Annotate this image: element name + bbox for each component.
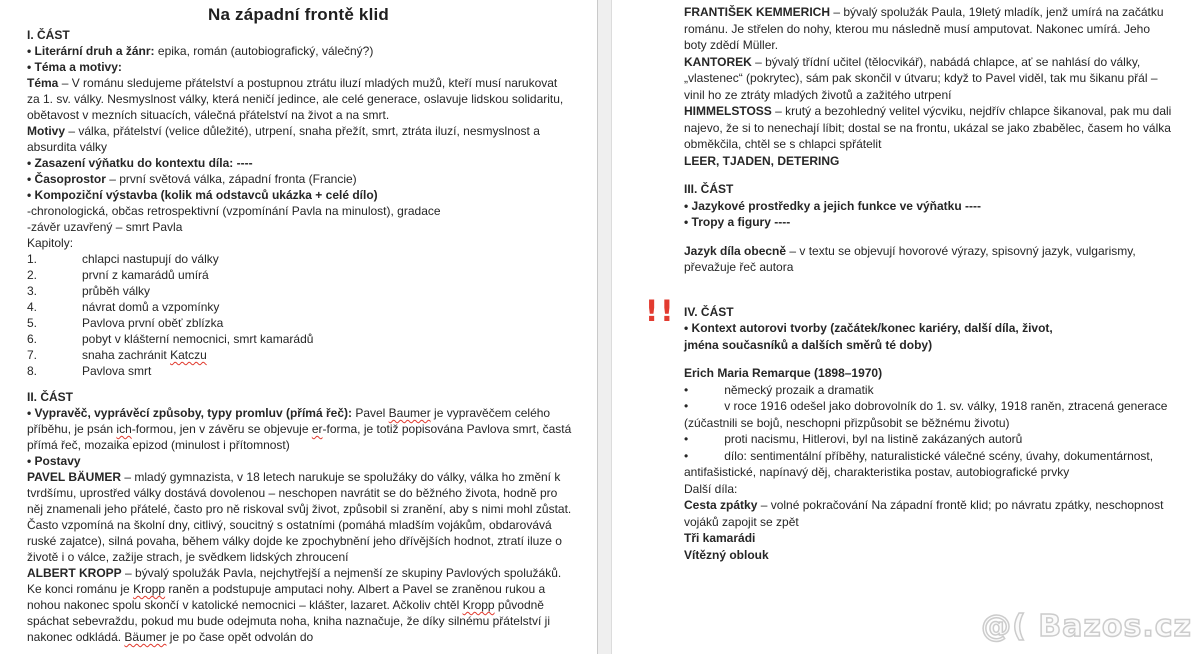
- doc-paragraph: [27, 59, 572, 75]
- doc-paragraph: [684, 304, 1176, 321]
- numbered-list-item: [27, 251, 572, 267]
- text-run: dílo: sentimentální příběhy, naturalistické válečné scény, úvahy, dokumentárnost, antifašistické, napínavý děj, charakteristika postav, autobiografické prvky: [684, 448, 1154, 479]
- bullet-list-item: [684, 398, 1176, 431]
- list-number: 2.: [27, 268, 38, 282]
- left-page-content: [0, 25, 597, 645]
- text-run: Další díla:: [684, 481, 738, 496]
- text-run: • Téma a motivy:: [27, 60, 122, 74]
- doc-paragraph: [27, 235, 572, 251]
- doc-paragraph: [684, 337, 1176, 354]
- text-run: proti nacismu, Hitlerovi, byl na listině zakázaných autorů: [724, 432, 1023, 446]
- text-run: Jazyk díla obecně: [684, 243, 787, 258]
- text-run: Téma: [27, 76, 59, 90]
- list-number: 4.: [27, 300, 38, 314]
- text-run: II. ČÁST: [27, 390, 74, 404]
- text-run: německý prozaik a dramatik: [724, 382, 874, 397]
- doc-paragraph: [27, 453, 572, 469]
- text-run: – bývalý spolužák Pavla, nejchytřejší a nejmenší ze skupiny Pavlových spolužáků. Ke konci románu je: [27, 566, 562, 596]
- numbered-list-item: [27, 315, 572, 331]
- blank-line: [27, 379, 572, 389]
- doc-paragraph: [27, 405, 572, 453]
- text-run: IV. ČÁST: [684, 304, 734, 319]
- spellcheck-word: Kropp: [462, 598, 495, 612]
- bullet-list-item: [684, 431, 1176, 448]
- text-run: – bývalý třídní učitel (tělocvikář), nabádá chlapce, ať se nahlásí do války, „vlastenec“ (pokrytec), sám pak skončil v útvaru; když to Pavel viděl, tak mu šikanu přál – vinil ho ze ztráty mladých životů a zažitého utrpení: [684, 54, 1158, 102]
- text-run: • Tropy a figury ----: [684, 215, 791, 229]
- text-run: LEER, TJADEN, DETERING: [684, 153, 840, 168]
- doc-paragraph: [27, 43, 572, 59]
- text-run: -závěr uzavřený – smrt Pavla: [27, 220, 183, 234]
- text-run: FRANTIŠEK KEMMERICH: [684, 5, 830, 19]
- text-run: Pavlova první oběť zblízka: [82, 316, 224, 330]
- text-run: • Jazykové prostředky a jejich funkce ve výňatku ----: [684, 198, 981, 213]
- doc-paragraph: [684, 481, 1176, 498]
- text-run: • Kompoziční výstavba (kolik má odstavců ukázka + celé dílo): [27, 188, 378, 202]
- doc-paragraph: [27, 27, 572, 43]
- bullet-icon: •: [684, 399, 689, 413]
- text-run: Vítězný oblouk: [684, 547, 769, 562]
- text-run: • Zasazení výňatku do kontextu díla: ----: [27, 156, 253, 170]
- doc-paragraph: [27, 75, 572, 123]
- bullet-icon: •: [684, 448, 689, 463]
- doc-paragraph: [27, 155, 572, 171]
- text-run: pobyt v klášterní nemocnici, smrt kamarádů: [82, 332, 314, 346]
- watermark-logo-mark: @(: [981, 609, 1039, 644]
- text-run: v roce 1916 odešel jako dobrovolník do 1. sv. války, 1918 raněn, ztracená generace (zúčastnili se bojů, neschopni přizpůsobit se běžnému životu): [684, 399, 1168, 430]
- doc-paragraph: [684, 547, 1176, 564]
- doc-paragraph: [684, 153, 1176, 170]
- doc-paragraph: [27, 123, 572, 155]
- text-run: KANTOREK: [684, 54, 752, 69]
- numbered-list-item: [27, 299, 572, 315]
- text-run: – volné pokračování Na západní frontě klid; po návratu zpátky, neschopnost vojáků zapojit se zpět: [684, 498, 1164, 529]
- text-run: průběh války: [82, 284, 151, 298]
- numbered-list-item: [27, 347, 572, 363]
- document-title: Na západní frontě klid: [207, 5, 390, 24]
- list-number: 8.: [27, 364, 38, 378]
- text-run: – mladý gymnazista, v 18 letech narukuje se spolužáky do války, válka ho změní k tvrdšímu, uprostřed války dostává dovolenou – neschopen navrátit se do běžného života, hodně pro něj znamenali jeho přátelé, často pro ně riskoval svůj život, způsobil si zranění, aby s nimi mohl zůstat. Často vzpomíná na školní dny, citlivý, soucitný s ostatními (pomáhá mladším vojákům, obdarovává ruské zajatce), silná povaha, během války dojde ke zpochybnění jeho dřívějších hodnot, ztratí iluze o životě i o válce, zažije strach, je svědkem lidských zhroucení: [27, 470, 572, 564]
- text-run: -formou, jen v závěru se objevuje: [131, 422, 312, 436]
- text-run: • Vypravěč, vyprávěcí způsoby, typy promluv (přímá řeč):: [27, 406, 352, 420]
- text-run: III. ČÁST: [684, 182, 734, 196]
- text-run: ALBERT KROPP: [27, 566, 122, 580]
- text-run: chlapci nastupují do války: [82, 252, 219, 266]
- text-run: Pavlova smrt: [82, 364, 152, 378]
- list-number: 3.: [27, 284, 38, 298]
- left-page: [0, 0, 597, 654]
- text-run: – krutý a bezohledný velitel výcviku, nejdřív chlapce šikanoval, pak mu dali najevo, že si to nenechají líbit; dostal se na frontu, ukázal se jako zbabělec, časem ho válka obměkčila, chtěl se s chlapci spřátelit: [684, 104, 1172, 151]
- text-run: Tři kamarádi: [684, 531, 756, 545]
- doc-paragraph: [684, 214, 1176, 231]
- blank-line: [684, 231, 1176, 243]
- text-run: -forma, je totiž popisována Pavlova smrt, častá přímá řeč, mozaika epizod (minulost i přítomnost): [27, 422, 572, 452]
- doc-paragraph: [27, 203, 572, 219]
- bazos-watermark: [981, 602, 1192, 652]
- numbered-list-item: [27, 363, 572, 379]
- doc-paragraph: [27, 565, 572, 645]
- right-page: [612, 0, 1200, 654]
- doc-paragraph: [684, 243, 1176, 276]
- text-run: • Kontext autorovi tvorby (začátek/konec kariéry, další díla, život,: [684, 321, 1053, 335]
- blank-line: [684, 169, 1176, 181]
- text-run: jména současníků a dalších směrů té doby): [684, 337, 933, 352]
- spellcheck-word: Kropp: [133, 582, 166, 596]
- text-run: HIMMELSTOSS: [684, 104, 772, 118]
- text-run: původně spáchat sebevraždu, pokud mu bude odejmuta noha, kniha naznačuje, že díky silnému přátelství ji nakonec odkládá.: [27, 598, 550, 644]
- doc-paragraph: [684, 4, 1176, 54]
- doc-paragraph: [684, 103, 1176, 153]
- doc-paragraph: [27, 171, 572, 187]
- text-run: – v textu se objevují hovorové výrazy, spisovný jazyk, vulgarismy, převažuje řeč autora: [684, 243, 1136, 274]
- text-run: • Časoprostor: [27, 172, 106, 186]
- text-run: Pavel: [351, 406, 389, 420]
- text-run: I. ČÁST: [27, 28, 70, 42]
- page-gutter: [597, 0, 612, 654]
- doc-paragraph: [27, 469, 572, 565]
- right-page-content: [612, 0, 1200, 563]
- doc-paragraph: [684, 198, 1176, 215]
- doc-paragraph: [27, 187, 572, 203]
- text-run: • Literární druh a žánr:: [27, 44, 155, 58]
- text-run: návrat domů a vzpomínky: [82, 300, 220, 314]
- doc-paragraph: [684, 181, 1176, 198]
- text-run: epika, román (autobiografický, válečný?): [154, 44, 374, 58]
- text-run: -chronologická, občas retrospektivní (vzpomínání Pavla na minulost), gradace: [27, 204, 441, 218]
- spellcheck-word: Baumer: [388, 406, 431, 420]
- text-run: Motivy: [27, 124, 66, 138]
- text-run: PAVEL BÄUMER: [27, 470, 122, 484]
- text-run: – válka, přátelství (velice důležité), utrpení, snaha přežít, smrt, ztráta iluzí, nesmyslnost a absurdita války: [27, 124, 540, 154]
- doc-paragraph: [684, 497, 1176, 530]
- text-run: je vypravěčem celého příběhu, je psán: [27, 406, 551, 436]
- doc-paragraph: [684, 365, 1176, 382]
- doc-paragraph: [27, 219, 572, 235]
- doc-paragraph: [684, 320, 1176, 337]
- text-run: – V románu sledujeme přátelství a postupnou ztrátu iluzí mladých mužů, kteří musí narukovat za 1. sv. války. Nesmyslnost války, která neničí jedince, ale celé generace, oslavuje lidskou solidaritu, obětavost v mezních situacích, válečná přátelství na život a na smrt.: [27, 76, 564, 122]
- text-run: Kapitoly:: [27, 236, 74, 250]
- doc-paragraph: [684, 54, 1176, 104]
- alert-exclamation-icon: !!: [645, 294, 676, 328]
- text-run: Erich Maria Remarque (1898–1970): [684, 366, 883, 380]
- spellcheck-word: Bäumer: [124, 630, 167, 644]
- spellcheck-word: ich: [116, 422, 132, 436]
- text-run: – bývalý spolužák Paula, 19letý mladík, jenž umírá na začátku románu. Je střelen do nohy, kterou mu následně musí amputovat. Nakonec umírá. Jeho boty zdědí Müller.: [684, 5, 1164, 52]
- numbered-list-item: [27, 331, 572, 347]
- bullet-icon: •: [684, 432, 689, 446]
- blank-line: [684, 276, 1176, 304]
- doc-paragraph: [684, 530, 1176, 547]
- list-number: 6.: [27, 332, 38, 346]
- text-run: je po čase opět odvolán do: [166, 630, 314, 644]
- text-run: raněn a podstupuje amputaci nohy. Albert a Pavel se zraněnou rukou a nohou nakonec spolu skončí v katolické nemocnici – klášter, lazaret. Ačkoliv chtěl: [27, 582, 546, 612]
- text-run: snaha zachránit: [82, 348, 171, 362]
- text-run: • Postavy: [27, 454, 81, 468]
- bullet-icon: •: [684, 382, 689, 397]
- watermark-text: Bazos.cz: [1038, 609, 1192, 644]
- numbered-list-item: [27, 283, 572, 299]
- list-number: 5.: [27, 316, 38, 330]
- text-run: – první světová válka, západní fronta (Francie): [105, 172, 357, 186]
- blank-line: [684, 353, 1176, 365]
- list-number: 1.: [27, 252, 38, 266]
- list-number: 7.: [27, 348, 38, 362]
- spellcheck-word: er: [311, 422, 323, 436]
- bullet-list-item: [684, 382, 1176, 399]
- text-run: první z kamarádů umírá: [82, 268, 209, 282]
- numbered-list-item: [27, 267, 572, 283]
- spellcheck-word: Katczu: [170, 348, 207, 362]
- text-run: Cesta zpátky: [684, 498, 758, 512]
- bullet-list-item: [684, 448, 1176, 481]
- doc-paragraph: [27, 389, 572, 405]
